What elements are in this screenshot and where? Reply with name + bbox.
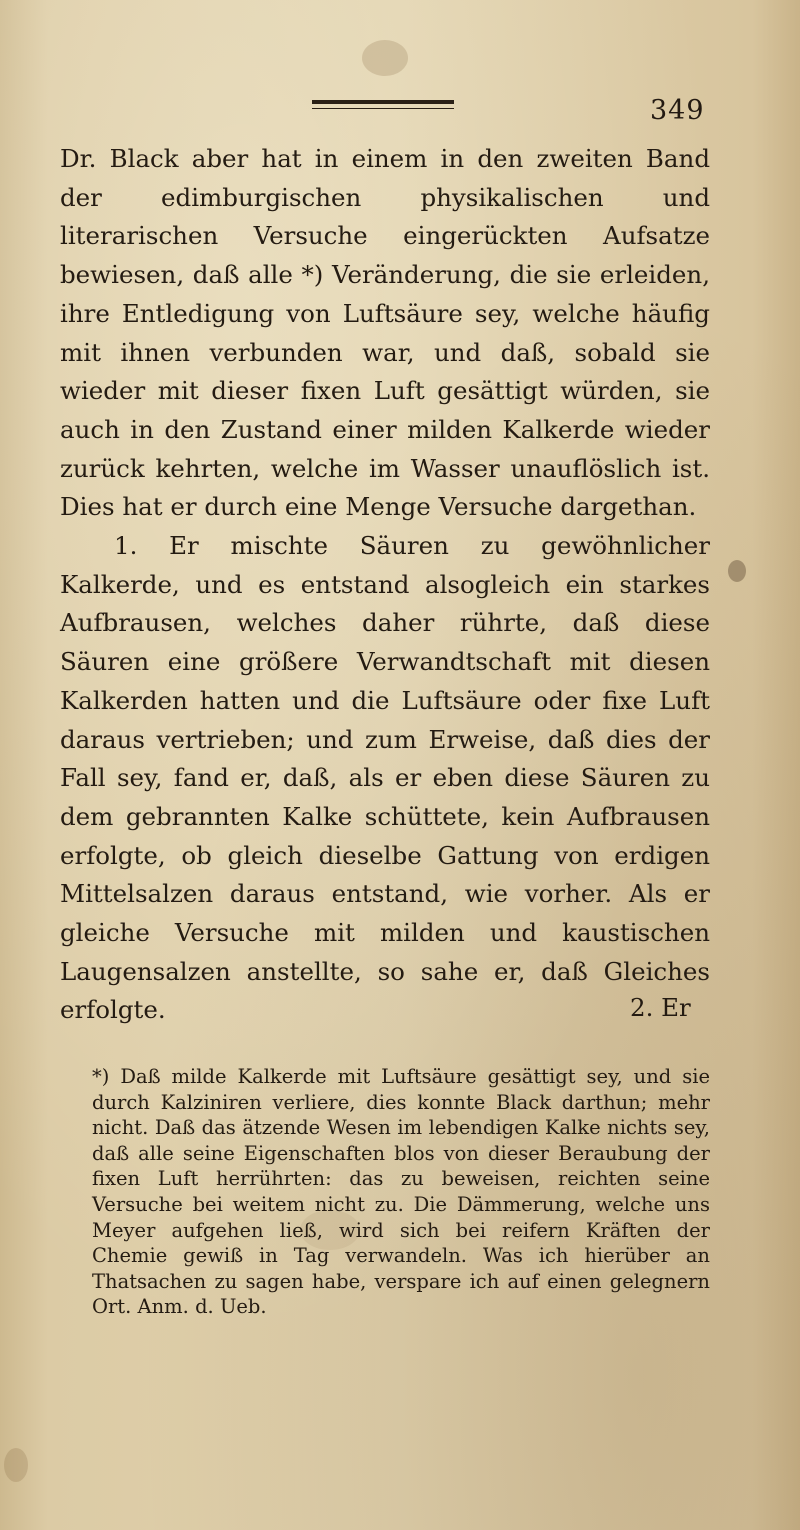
body-text [60,140,710,1030]
numbered-paragraph-1: 1. Er mischte Säuren zu gewöhnlicher Kalkerde, und es entstand alsogleich ein starkes Aufbrausen, welches daher rührte, daß diese Säuren eine größere Verwandtschaft mit diesen Kalkerden hatten und die Luftsäure oder fixe Luft daraus vertrieben; und zum Erweise, daß dies der Fall sey, fand er, daß, als er eben diese Säuren zu dem gebrannten Kalke schüttete, kein Aufbrausen erfolgte, ob gleich dieselbe Gattung von erdigen Mittelsalzen daraus entstand, wie vorher. Als er gleiche Versuche mit milden und kaustischen Laugensalzen anstellte, so sahe er, daß Gleiches erfolgte. [60,531,710,1025]
catchword: 2. Er [630,993,691,1022]
paper-stain [362,40,408,76]
page-number: 349 [650,95,705,126]
intro-paragraph: Dr. Black aber hat in einem in den zweiten Band der edimburgischen physikalischen und literarischen Versuche eingerückten Aufsatze bewiesen, daß alle *) Veränderung, die sie erleiden, ihre Entledigung von Luftsäure sey, welche häufig mit ihnen verbunden war, und daß, sobald sie wieder mit dieser fixen Luft gesättigt würden, sie auch in den Zustand einer milden Kalkerde wieder zurück kehrten, welche im Wasser unauflöslich ist. Dies hat er durch eine Menge Versuche dargethan. [60,144,710,522]
footnote: *) Daß milde Kalkerde mit Luftsäure gesättigt sey, und sie durch Kalziniren verliere, dies konnte Black darthun; mehr nicht. Daß das ätzende Wesen im lebendigen Kalke nichts sey, daß alle seine Eigenschaften blos von dieser Beraubung der fixen Luft herrührten: das zu beweisen, reichten seine Versuche bei weitem nicht zu. Die Dämmerung, welche uns Meyer aufgehen ließ, wird sich bei reifern Kräften der Chemie gewiß in Tag verwandeln. Was ich hierüber an Thatsachen zu sagen habe, verspare ich auf einen gelegnern Ort. Anm. d. Ueb. [92,1065,710,1319]
paper-stain [4,1448,28,1482]
header-rule [312,100,454,109]
paper-stain [728,560,746,582]
